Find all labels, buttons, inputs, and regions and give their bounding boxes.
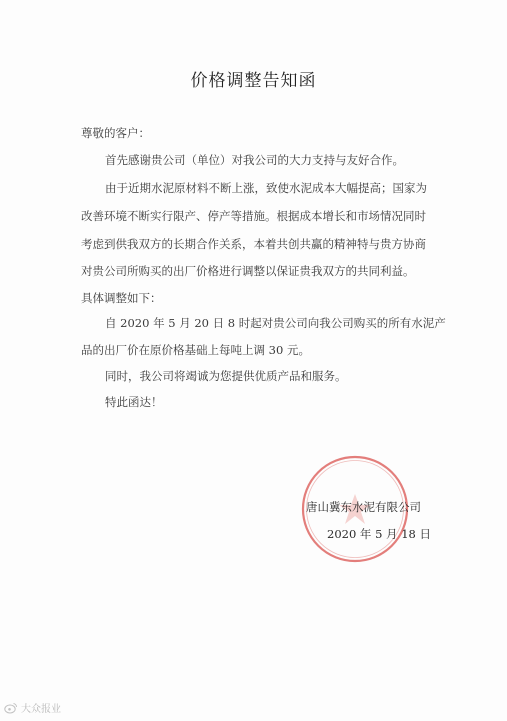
paragraph-2-line: 具体调整如下： [81, 291, 162, 305]
letter-date: 2020 年 5 月 18 日 [327, 527, 431, 541]
salutation: 尊敬的客户： [81, 126, 150, 140]
weibo-icon [4, 702, 18, 714]
paragraph-3-line: 自 2020 年 5 月 20 日 8 时起对贵公司向我公司购买的所有水泥产 [105, 316, 446, 330]
paragraph-4: 同时，我公司将竭诚为您提供优质产品和服务。 [105, 369, 347, 383]
letter-title: 价格调整告知函 [190, 71, 317, 91]
watermark [4, 700, 61, 715]
paragraph-1: 首先感谢贵公司（单位）对我公司的大力支持与友好合作。 [105, 153, 404, 167]
closing: 特此函达！ [105, 395, 163, 409]
paragraph-2-line: 由于近期水泥原材料不断上涨，致使水泥成本大幅提高；国家为 [105, 181, 427, 195]
paragraph-2-line: 改善环境不断实行限产、停产等措施。根据成本增长和市场情况同时 [81, 209, 426, 223]
paragraph-2-line: 考虑到供我双方的长期合作关系，本着共创共赢的精神特与贵方协商 [81, 237, 426, 251]
paragraph-2-line: 对贵公司所购买的出厂价格进行调整以保证贵我双方的共同利益。 [81, 264, 415, 278]
paragraph-3-line: 品的出厂价在原价格基础上每吨上调 30 元。 [81, 343, 310, 357]
watermark-text: 大众报业 [21, 704, 61, 715]
company-name: 唐山冀东水泥有限公司 [306, 500, 421, 514]
